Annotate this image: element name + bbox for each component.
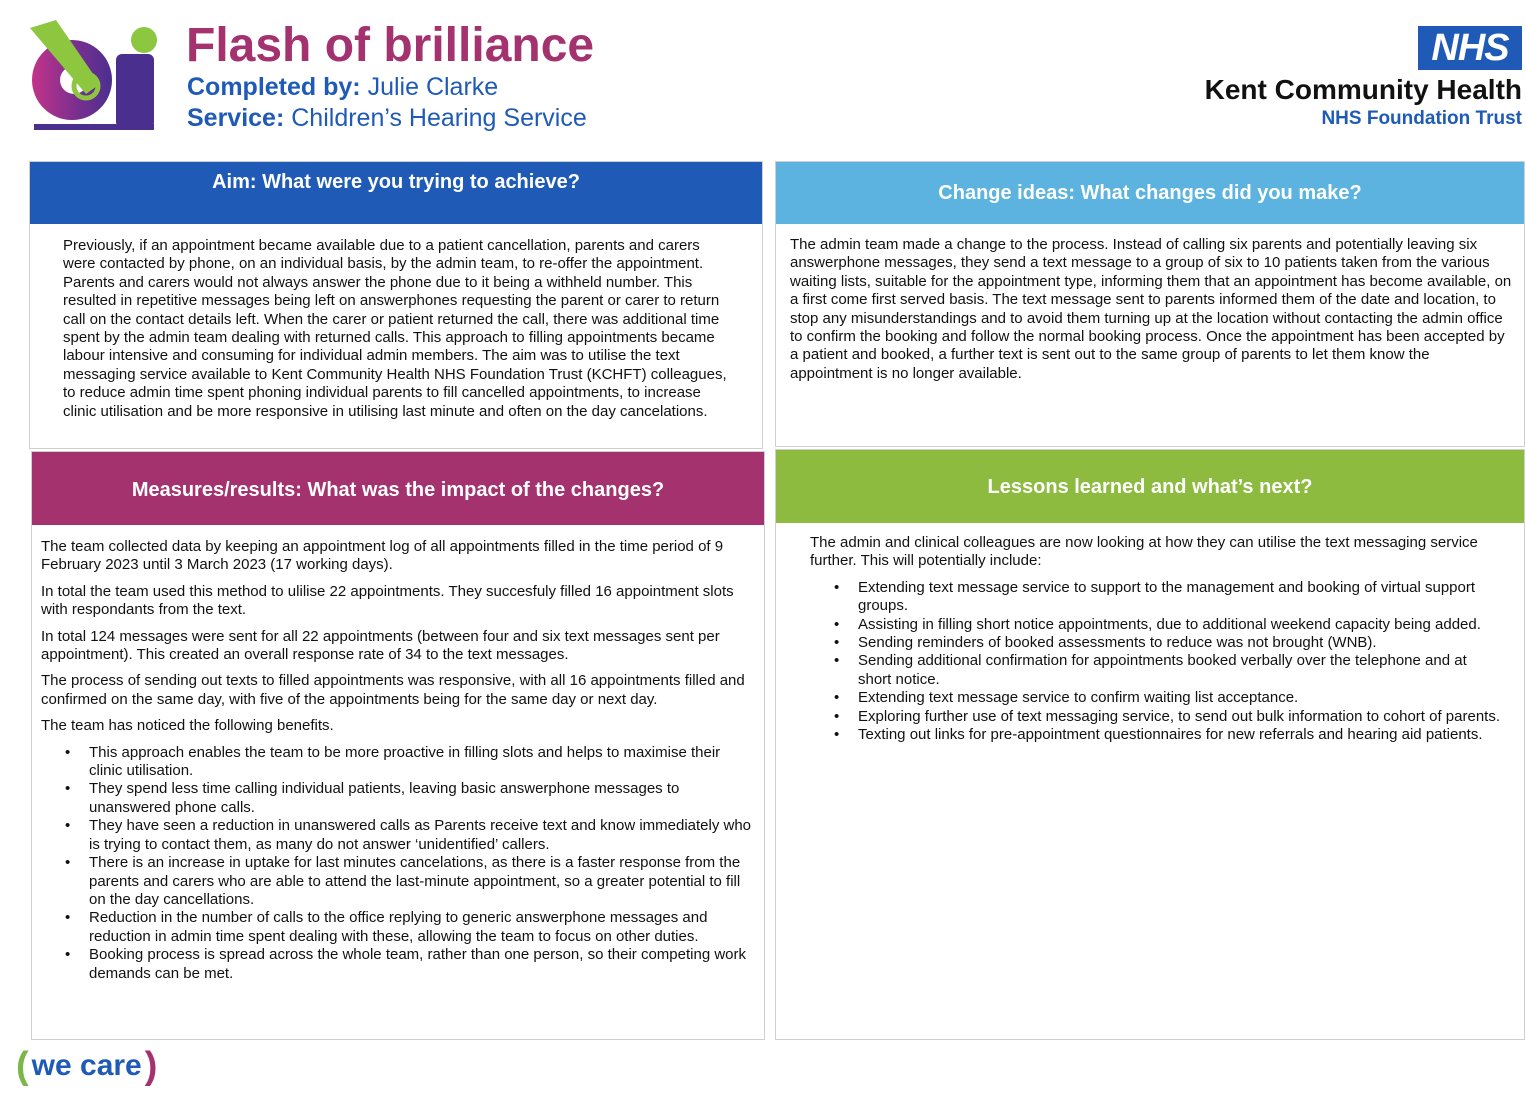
benefit-item: • They spend less time calling individual patients, leaving basic answerphone messages to unanswered phone calls. [41, 780, 757, 817]
benefits-list [41, 744, 757, 983]
change-ideas-heading: Change ideas: What changes did you make? [776, 162, 1524, 224]
we-care-text: we care [31, 1049, 142, 1082]
next-steps-list [810, 579, 1500, 745]
service-line [187, 103, 587, 133]
change-ideas-panel [775, 161, 1525, 447]
completed-by-label: Completed by: [187, 73, 361, 101]
measures-paragraph: The process of sending out texts to filled appointments was responsive, with all 16 appointments filled and confirmed on the same day, with five of the appointments being for the same day or next day. [41, 672, 745, 708]
measures-panel [31, 451, 765, 1040]
lessons-panel [775, 449, 1525, 1040]
completed-by-line [187, 72, 498, 102]
left-bracket-icon: ( [16, 1045, 29, 1087]
benefit-item: • Booking process is spread across the whole team, rather than one person, so their competing work demands can be met. [41, 946, 757, 983]
lessons-heading: Lessons learned and what’s next? [776, 450, 1524, 523]
service-value: Children’s Hearing Service [291, 104, 587, 132]
aim-body: Previously, if an appointment became available due to a patient cancellation, parents and carers were contacted by phone, on an individual basis, by the admin team, to re-offer the appointment. Parents and carers would not always answer the phone due to it being a withheld number. This resulted in repetitive messages being left on answerphones requesting the parent or carer to return call on the contact details left. When the carer or patient returned the call, there was additional time spent by the admin team dealing with returned calls. This approach to filling appointments became labour intensive and consuming for individual admin members. The aim was to utilise the text messaging service available to Kent Community Health NHS Foundation Trust (KCHFT) colleagues, to reduce admin time spent phoning individual parents to fill cancelled appointments, to increase clinic utilisation and be more responsive in utilising last minute and often on the day cancelations. [63, 237, 727, 420]
lessons-intro: The admin and clinical colleagues are now looking at how they can utilise the text messaging service further. This will potentially include: [810, 534, 1478, 570]
nhs-logo: NHS [1418, 26, 1522, 70]
measures-paragraph: The team collected data by keeping an appointment log of all appointments filled in the time period of 9 February 2023 until 3 March 2023 (17 working days). [41, 538, 724, 574]
benefit-item: • This approach enables the team to be more proactive in filling slots and helps to maximise their clinic utilisation. [41, 744, 757, 781]
completed-by-value: Julie Clarke [367, 73, 499, 101]
qi-logo-icon [26, 14, 162, 130]
we-care-logo [16, 1046, 157, 1086]
benefit-item: • They have seen a reduction in unanswered calls as Parents receive text and know immediately who is trying to contact them, as many do not answer ‘unidentified’ callers. [41, 817, 757, 854]
next-step-item: • Sending reminders of booked assessments to reduce was not brought (WNB). [810, 634, 1500, 652]
aim-heading: Aim: What were you trying to achieve? [30, 162, 762, 224]
benefit-item: • There is an increase in uptake for last minutes cancelations, as there is a faster response from the parents and carers who are able to attend the last-minute appointment, so a greater potential to fill on the day cancellations. [41, 854, 757, 909]
org-subtitle: NHS Foundation Trust [1321, 108, 1522, 129]
org-name: Kent Community Health [1204, 74, 1522, 105]
next-step-item: • Extending text message service to support to the management and booking of virtual support groups. [810, 579, 1500, 616]
change-ideas-body: The admin team made a change to the process. Instead of calling six parents and potentially leaving six answerphone messages, they send a text message to a group of six to 10 patients taken from the various waiting lists, suitable for the appointment type, informing them that an appointment has become available, on a first come first served basis. The text message sent to parents informed them of the date and location, to stop any misunderstandings and to avoid them turning up at the location without contacting the admin office to confirm the booking and follow the normal booking process. Once the appointment has been accepted by a patient and booked, a further text is sent out to the same group of parents to let them know the appointment is no longer available. [790, 236, 1512, 382]
measures-paragraph: In total 124 messages were sent for all 22 appointments (between four and six text messages sent per appointment). This created an overall response rate of 34 to the text messages. [41, 627, 720, 664]
measures-paragraph: The team has noticed the following benefits. [41, 717, 334, 735]
next-step-item: • Extending text message service to confirm waiting list acceptance. [810, 689, 1500, 707]
measures-heading: Measures/results: What was the impact of the changes? [32, 452, 764, 525]
next-step-item: • Exploring further use of text messaging service, to send out bulk information to cohort of parents. [810, 708, 1500, 726]
aim-panel [29, 161, 763, 449]
next-step-item: • Sending additional confirmation for appointments booked verbally over the telephone and at short notice. [810, 652, 1500, 689]
page-title: Flash of brilliance [186, 19, 595, 72]
measures-paragraph: In total the team used this method to ulilise 22 appointments. They succesfuly filled 16 appointment slots with respondants from the text. [41, 582, 734, 619]
next-step-item: • Texting out links for pre-appointment questionnaires for new referrals and hearing aid patients. [810, 726, 1500, 744]
benefit-item: • Reduction in the number of calls to the office replying to generic answerphone messages and reduction in admin time spent dealing with these, allowing the team to focus on other duties. [41, 909, 757, 946]
next-step-item: • Assisting in filling short notice appointments, due to additional weekend capacity being added. [810, 616, 1500, 634]
right-bracket-icon: ) [144, 1045, 158, 1087]
lessons-body [810, 534, 1500, 744]
measures-body [41, 538, 757, 983]
service-label: Service: [187, 104, 285, 132]
